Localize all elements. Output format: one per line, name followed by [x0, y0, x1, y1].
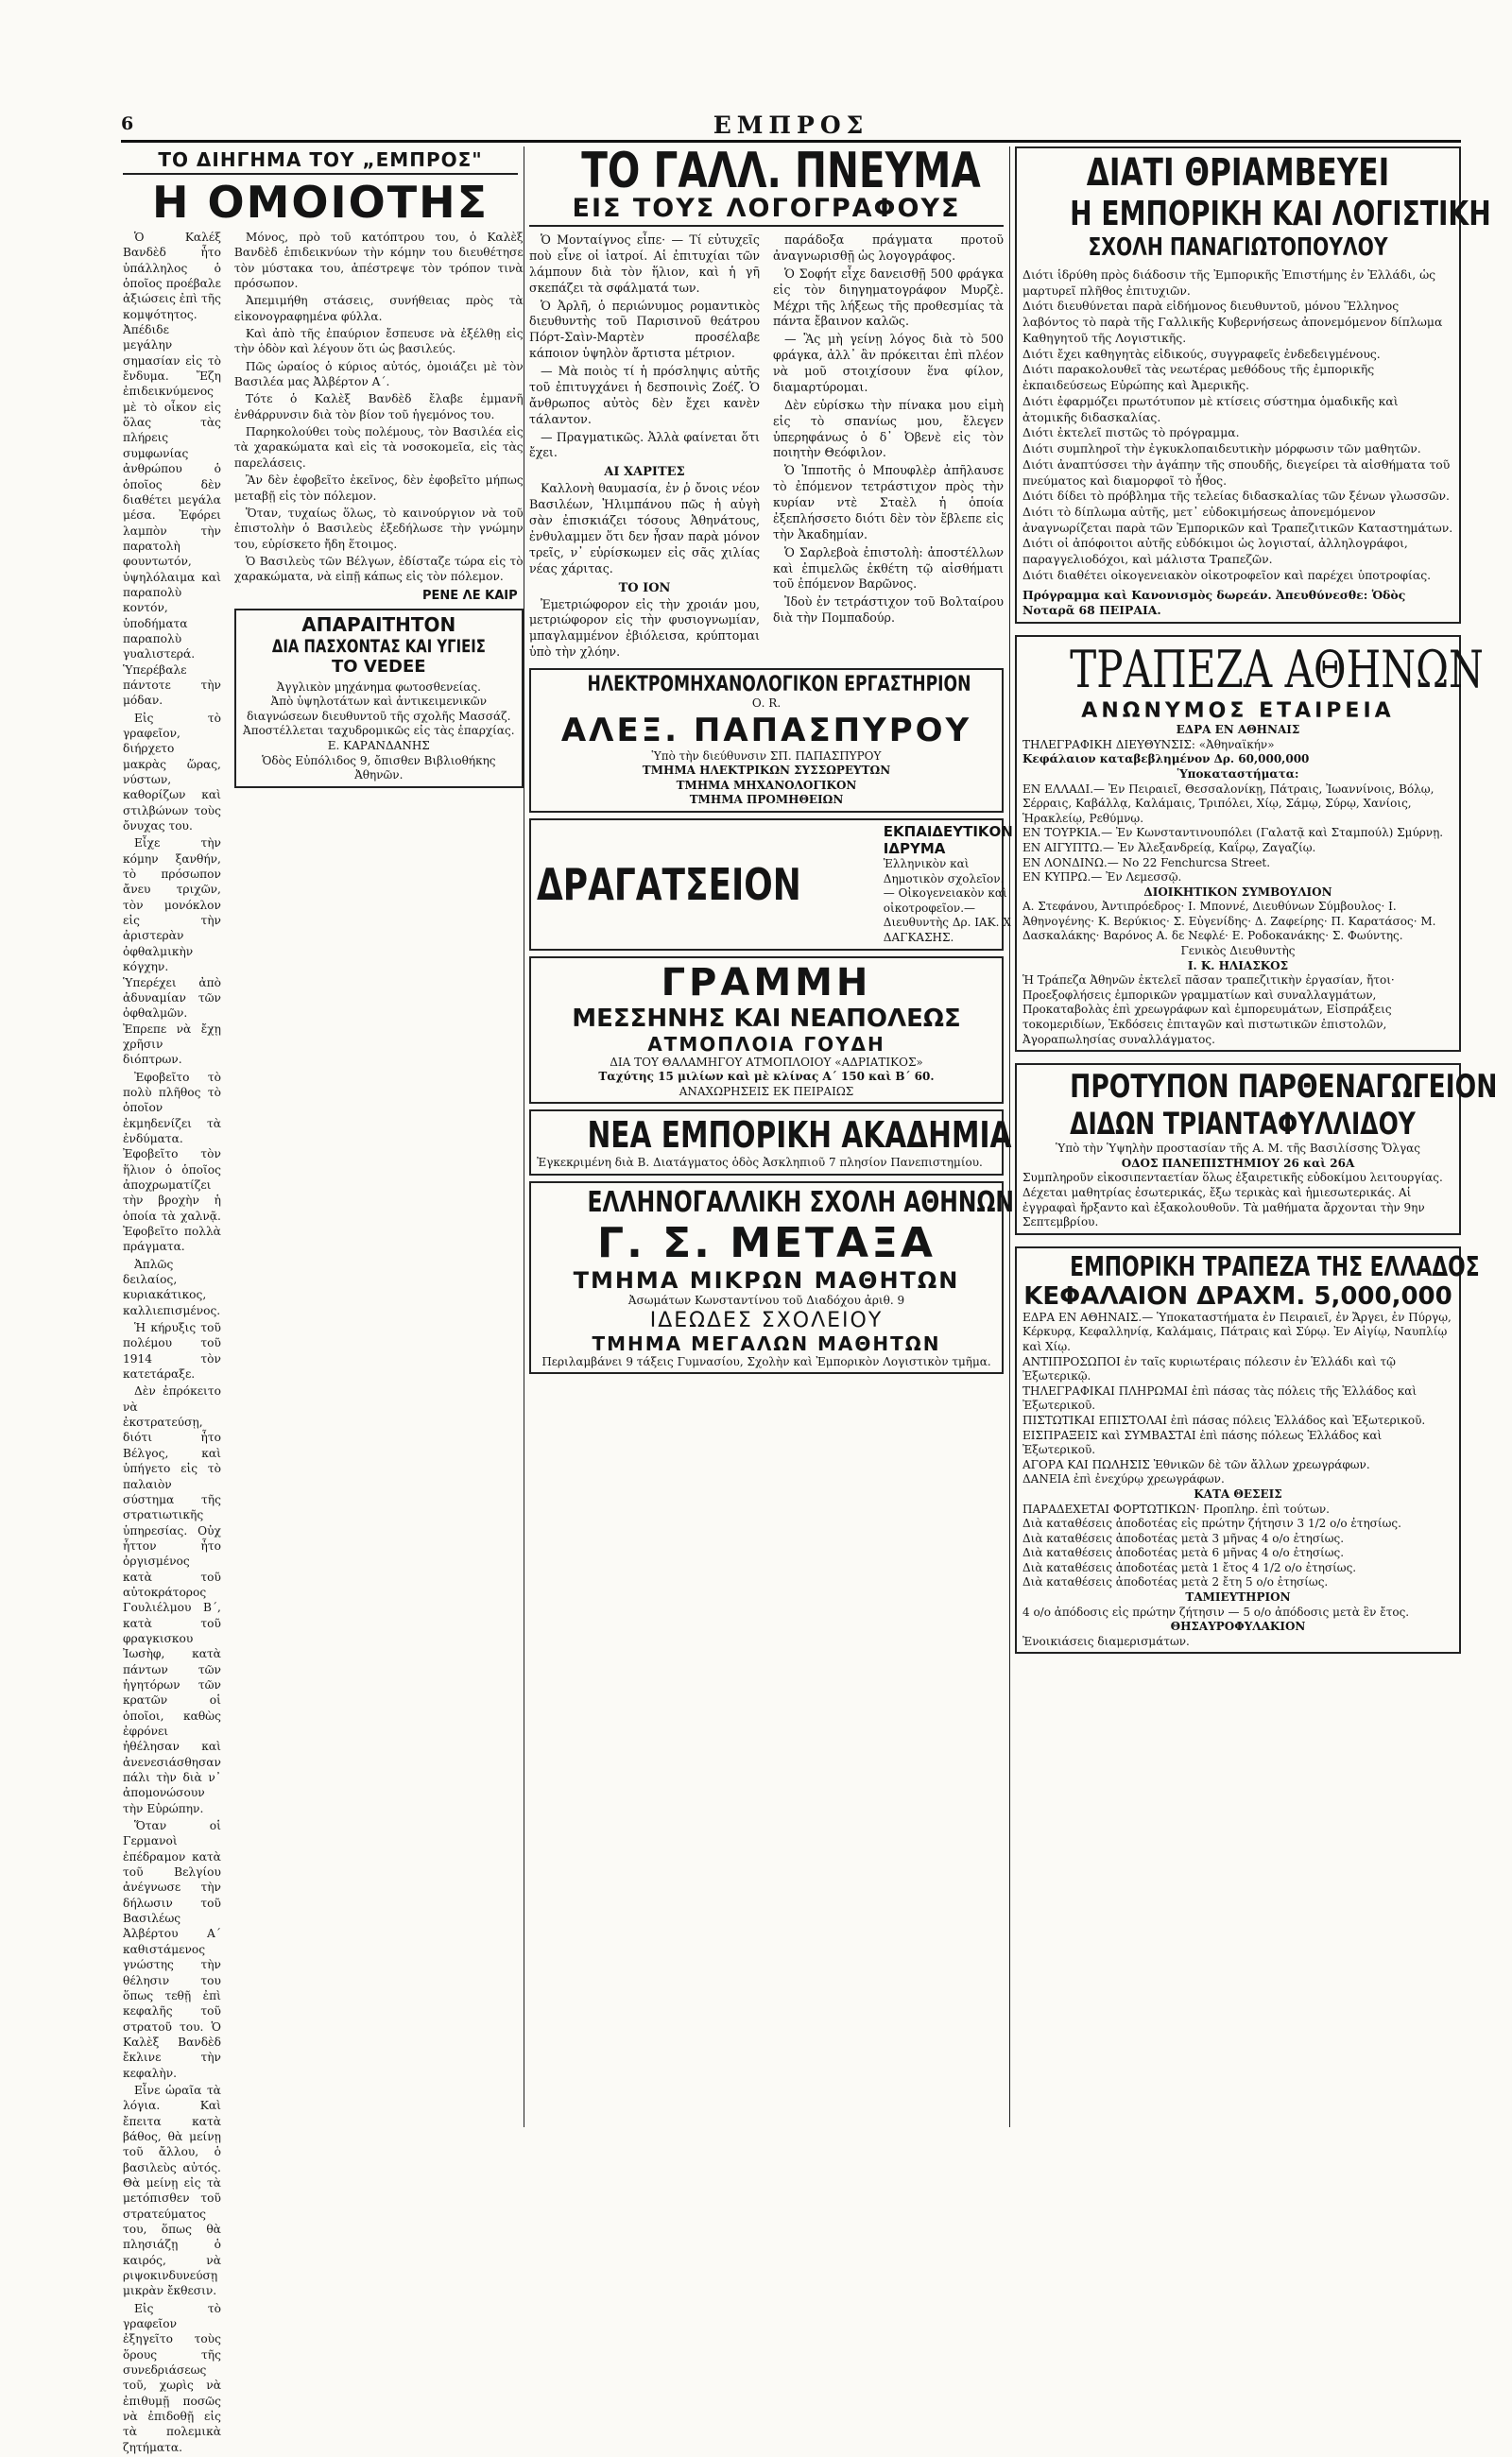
- school-reason: Διότι οἱ ἀπόφοιτοι αὐτῆς εὐδόκιμοι ὡς λογισταί, ἀλληλογράφοι, παραγγελιοδόχοι, καὶ μάλιστα Τραπεζῶν.: [1022, 536, 1408, 567]
- story-paragraph: Δὲν ἐπρόκειτο νὰ ἐκστρατεύσῃ, διότι ἦτο Βέλγος, καὶ ὑπήγετο εἰς τὸ παλαιὸν σύστημα τῆς στρατιωτικῆς ὑπηρεσίας. Οὐχ ἧττον ἦτο ὀργισμένος κατὰ τοῦ αὐτοκράτορος Γουλιέλμου Β΄, κατὰ τοῦ φραγκισκου Ἰωσὴφ, κατὰ πάντων τῶν ἡγητόρων τῶν κρατῶν οἱ ὁποῖοι, καθὼς ἐφρόνει ἠθέλησαν καὶ ἀνενεσιάσθησαν πάλι τὴν διὰ ν᾽ ἀπομονώσουν τὴν Εὐρώπην.: [123, 1384, 221, 1815]
- spirit-paragraph: Ὁ Ἰπποτῆς ὁ Μπουφλὲρ ἀπῆλαυσε τὸ ἐπόμενον τετράστιχον πρὸς τὴν κυρίαν ντὲ Σταὲλ ἡ ὁποία ἐξεπλήσσετο διότι δὲν τὸν ἔβλεπε εἰς τὴν Ἀκαδημίαν.: [773, 463, 1004, 541]
- school-reason: Διότι ἀναπτύσσει τὴν ἀγάπην τῆς σπουδῆς, διεγείρει τὰ αἰσθήματα τοῦ πνεύματος καὶ διαμορφοῖ τὸ ἦθος.: [1022, 456, 1451, 488]
- school-reason: Διότι δίδει τὸ πρόβλημα τῆς τελείας διδασκαλίας τῶν ξένων γλωσσῶν.: [1022, 489, 1450, 504]
- savings-text: 4 ο/ο ἀπόδοσις εἰς πρώτην ζήτησιν — 5 ο/ο ἀπόδοσις μετὰ ἓν ἔτος.: [1022, 1605, 1410, 1619]
- bank-service: ΑΓΟΡΑ ΚΑΙ ΠΩΛΗΣΙΣ Ἐθνικῶν δὲ τῶν ἄλλων χρεωγράφων.: [1022, 1457, 1370, 1471]
- metaxa-sub3: ΤΜΗΜΑ ΜΕΓΑΛΩΝ ΜΑΘΗΤΩΝ: [592, 1332, 941, 1355]
- story-paragraph: Τότε ὁ Καλὲξ Βανδὲδ ἔλαβε ἐμμανῆ ἐνθάρρυνσιν διὰ τὸν βίον τοῦ ἡγεμόνος του.: [233, 392, 524, 421]
- xarites-text: Καλλονὴ θαυμασία, ἐν ῥ ὄνοις νέον Βασιλέων, Ἠλιμπάνου πῶς ἡ αὐγὴ σὰν ἐπισκιάζει τόσους Ἀθηνάτους, ἐνθυλαμμεν ὅτι δεν ἦσαν παρὰ μόνον τρεῖς, ν᾽ εὑρίσκωμεν εἰς σᾶς χιλίας νέας χάριτας.: [529, 481, 760, 576]
- vedee-ad-subtitle: ΔΙΑ ΠΑΣΧΟΝΤΑΣ ΚΑΙ ΥΓΙΕΙΣ: [271, 635, 486, 657]
- vedee-ad-line: Ἀγγλικὸν μηχάνημα φωτοσθενείας.: [276, 679, 481, 694]
- spirit-paragraph: Ὁ Ἀρλῆ, ὁ περιώνυμος ρομαντικὸς διευθυντὴς τοῦ Παρισινοῦ θεάτρου Πόρτ-Σαὶν-Μαρτὲν προσέλαβε κάποιον ὑψηλὸν ἄρτιστα μέτριον.: [529, 298, 760, 361]
- story-paragraph: Ὁ Καλέξ Βανδὲδ ἦτο ὑπάλληλος ὁ ὁποῖος προέβαλε ἀξιώσεις ἐπὶ τῆς κομψότητος. Ἀπέδιδε μεγάλην σημασίαν εἰς τὸ ἔνδυμα. Ἔζη ἐπιδεικνύμενος μὲ τὸ οἶκον εἰς ὅλας τὰς πλήρεις συμφωνίας ἀνθρώπου ὁ ὁποῖος δὲν διαθέτει μεγάλα μέσα. Ἐφόρει λαμπὸν τὴν παρατολὴ φουντωτόν, ὑψηλόλαιμα καὶ παραπολὺ κοντόν, ὑποδήματα παραπολὺ γυαλιστερά. Ὑπερέβαλε πάντοτε τὴν μόδαν.: [123, 231, 221, 708]
- ion-text: Ἐμετριώφορον εἰς τὴν χροιάν μου, μετριώφορον εἰς τὴν φυσιογνωμίαν, μπαγλαμμένον ἐβιόλεισα, κρύπτομαι ὑπὸ τὴν χλόην.: [529, 596, 760, 660]
- story-body: [123, 230, 524, 2457]
- vedee-ad-title: ΑΠΑΡΑΙΤΗΤΟΝ: [301, 612, 456, 636]
- electromech-line: ΤΜΗΜΑ ΜΗΧΑΝΟΛΟΓΙΚΟΝ: [676, 778, 857, 792]
- messinia-line: ΔΙΑ ΤΟΥ ΘΑΛΑΜΗΓΟΥ ΑΤΜΟΠΛΟΙΟΥ «ΑΔΡΙΑΤΙΚΟΣ»: [610, 1055, 923, 1069]
- messinia-line: Ταχύτης 15 μιλίων καὶ μὲ κλίνας Α΄ 150 καὶ Β΄ 60.: [598, 1070, 935, 1084]
- vedee-ad-line: Ε. ΚΑΡΑΝΔΑΝΗΣ: [327, 738, 430, 752]
- school-reason: Διότι τὸ δίπλωμα αὐτῆς, μετ᾽ εὐδοκιμήσεως ἀπονεμόμενον ἀναγνωρίζεται παρὰ τῶν Ἐμπορικῶν καὶ Τραπεζιτικῶν Καταστημάτων.: [1022, 505, 1453, 535]
- dragatseion-ad: [529, 818, 1013, 951]
- vedee-ad-line: Ἀπὸ ὑψηλοτάτων καὶ ἀντικειμενικῶν διαγνώσεων διευθυντοῦ τῆς σχολῆς Μασσάζ.: [247, 695, 511, 723]
- spirit-body: [529, 232, 1004, 662]
- school-reason: Διότι συμπληροῖ τὴν ἐγκυκλοπαιδευτικὴν μόρφωσιν τῶν μαθητῶν.: [1022, 441, 1421, 456]
- bank-athens-ad: [1015, 635, 1484, 1052]
- lyceum-title2: ΔΙΔΩΝ ΤΡΙΑΝΤΑΦΥΛΛΙΔΟΥ: [1070, 1106, 1416, 1143]
- messinia-line: ΑΝΑΧΩΡΗΣΕΙΣ ΕΚ ΠΕΙΡΑΙΩΣ: [679, 1084, 854, 1098]
- commercial-bank-text: ΕΔΡΑ ΕΝ ΑΘΗΝΑΙΣ.— Ὑποκαταστήματα ἐν Πειραιεῖ, ἐν Ἄργει, ἐν Πύργῳ, Κέρκυρᾳ, Κεφαλληνίᾳ, Καλάμαις, Πάτραις καὶ Σύρῳ. Ἐν Αἰγίῳ, Ναυπλίῳ καὶ Χίῳ.: [1022, 1310, 1452, 1353]
- school-reason: Διότι ἐφαρμόζει πρωτότυπον μὲ κτίσεις σύστημα ὁμαδικῆς καὶ ἀτομικῆς διδασκαλίας.: [1022, 393, 1399, 424]
- panagiotopoulos-title1: ΔΙΑΤΙ ΘΡΙΑΜΒΕΥΕΙ: [1086, 151, 1390, 195]
- metaxa-name: Γ. Σ. ΜΕΤΑΞΑ: [597, 1218, 936, 1267]
- spirit-paragraph: Δὲν εὑρίσκω τὴν πίνακα μου εἰμὴ εἰς τὸ σπανίως μου, ἔλεγεν ὑπερηφάνως ὁ δ᾽ Ὀβενὲ εἰς τὸν ποιητὴν Θεόφιλον.: [773, 397, 1004, 460]
- school-reason: Διότι ἱδρύθη πρὸς διάδοσιν τῆς Ἐμπορικῆς Ἐπιστήμης ἐν Ἑλλάδι, ὡς μαρτυρεῖ πλῆθος ἐπιτυχιῶν.: [1022, 267, 1436, 298]
- electromech-mark: Ο. R.: [751, 696, 782, 710]
- spirit-paragraph: Ὁ Σαρλεβοὰ ἐπιστολὴ: ἀποστέλλων καὶ ἐπιμελῶς ἐκθέτη τῷ αἰσθήματι τοῦ ἐπόμενον Βαρῶνος.: [773, 544, 1004, 592]
- dragatseion-line: Ἑλληνικὸν καὶ Δημοτικὸν σχολεῖον.— Οἰκογενειακὸν καὶ οἰκοτροφεῖον.— Διευθυντὴς Δρ. ΙΑΚ. Χ ΔΑΓΚΑΣΗΣ.: [883, 856, 1011, 944]
- deposit-rate: Διὰ καταθέσεις ἀποδοτέας μετὰ 1 ἔτος 4 1/2 ο/ο ἐτησίως.: [1022, 1560, 1357, 1574]
- messinia-title: ΓΡΑΜΜΗ: [661, 960, 872, 1005]
- story-paragraph: Παρηκολούθει τοὺς πολέμους, τὸν Βασιλέα εἰς τὰ χαρακώματα καὶ εἰς τὰ νοσοκομεῖα, εἰς τὰς παρελάσεις.: [233, 425, 524, 470]
- bank-service: ΕΙΣΠΡΑΞΕΙΣ καὶ ΣΥΜΒΑΣΤΑΙ ἐπὶ πάσης πόλεως Ἑλλάδος καὶ Ἐξωτερικοῦ.: [1022, 1428, 1383, 1457]
- school-reason: Διότι ἔχει καθηγητὰς εἰδικούς, συγγραφεῖς ἐνδεδειγμένους.: [1022, 346, 1381, 361]
- metaxa-ad: [529, 1181, 1014, 1374]
- dragatseion-title: ΔΡΑΓΑΤΣΕΙΟΝ: [537, 858, 801, 910]
- bank-athens-text: Ἡ Τράπεζα Ἀθηνῶν ἐκτελεῖ πᾶσαν τραπεζιτικὴν ἐργασίαν, ἤτοι· Προεξοφλήσεις ἐμπορικῶν γραμματίων καὶ συναλλαγμάτων, Προκαταβολὰς ἐπὶ χρεωγράφων καὶ ἐμπορευμάτων, Εἰσπράξεις τοκομεριδίων, Ἐκδόσεις ἐπιταγῶν καὶ πιστωτικῶν ἐπιστολῶν, Ἀγοραπωλησίας συναλλάγματος.: [1022, 973, 1395, 1046]
- bank-athens-seat: ΕΔΡΑ ΕΝ ΑΘΗΝΑΙΣ: [1176, 723, 1300, 737]
- bank-athens-director-label: Γενικὸς Διευθυντὴς: [1180, 944, 1296, 958]
- lyceum-text: Συμπληροῦν εἰκοσιπενταετίαν ὅλως ἐξαιρετικῆς εὐδοκίμου λειτουργίας. Δέχεται μαθητρίας ἐσωτερικάς, ἔξω τερικὰς καὶ ἡμιεσωτερικάς. Αἱ ἐγγραφαὶ ἤρξαντο καὶ ἐξακολουθοῦν. Τὰ μαθήματα ἄρχονται τὴν 9ην Σεπτεμβρίου.: [1022, 1171, 1443, 1229]
- story-paragraph: Ἀπεμιμήθη στάσεις, συνήθειας πρὸς τὰ εἰκονογραφημένα φύλλα.: [233, 294, 524, 323]
- bank-athens-board: Α. Στεφάνου, Ἀντιπρόεδρος· Ι. Μποννέ, Διευθύνων Σύμβουλος· Ι. Ἀθηνογένης· Κ. Βερύκιος· Σ. Εὐγενίδης· Δ. Ζαφείρης· Π. Καρατάσος· Μ. Δασκαλάκης· Βαρόνος Α. δε Νεφλέ· Ε. Ροδοκανάκης· Σ. Φωύντης.: [1022, 900, 1436, 943]
- vedee-ad-line: Ὁδὸς Εὐπόλιδος 9, ὄπισθεν Βιβλιοθήκης Ἀθηνῶν.: [262, 753, 496, 782]
- story-paragraph: Καὶ ἀπὸ τῆς ἐπαύριον ἔσπευσε νὰ ἐξέλθῃ εἰς τὴν ὁδὸν καὶ λέγουν ὅτι ὡς βασιλεύς.: [233, 327, 524, 356]
- savings-title: ΤΑΜΙΕΥΤΗΡΙΟΝ: [1185, 1590, 1291, 1605]
- spirit-paragraph: Ὁ Σοφήτ εἶχε δανεισθῇ 500 φράγκα εἰς τὸν διηγηματογράφον Μυρζὲ. Μέχρι τῆς λήξεως τῆς προθεσμίας τὰ πάντα ἔβαινον καλῶς.: [773, 266, 1004, 329]
- bank-branch: ΕΝ ΚΥΠΡΩ.— Ἐν Λεμεσσῷ.: [1022, 870, 1182, 885]
- bank-service: ΔΑΝΕΙΑ ἐπὶ ἐνεχύρῳ χρεωγράφων.: [1022, 1472, 1225, 1486]
- vedee-ad-brand: ΤΟ VEDEE: [331, 656, 426, 677]
- story-paragraph: Ἡ κήρυξις τοῦ πολέμου τοῦ 1914 τὸν κατετάραξε.: [123, 1321, 221, 1382]
- bank-service: ΤΗΛΕΓΡΑΦΙΚΑΙ ΠΛΗΡΩΜΑΙ ἐπὶ πάσας τὰς πόλεις τῆς Ἑλλάδος καὶ Ἐξωτερικοῦ.: [1022, 1383, 1418, 1413]
- bank-branch: ΕΝ ΑΙΓΥΠΤΩ.— Ἐν Ἀλεξανδρείᾳ, Καΐρῳ, Ζαγαζίῳ.: [1022, 840, 1316, 854]
- spirit-column-left: [529, 232, 760, 662]
- lyceum-title: ΠΡΟΤΥΠΟΝ ΠΑΡΘΕΝΑΓΩΓΕΙΟΝ: [1070, 1068, 1498, 1107]
- school-reason: Διότι διευθύνεται παρὰ εἰδήμονος διευθυντοῦ, μόνου Ἕλληνος λαβόντος τὸ παρὰ τῆς Γαλλικῆς Κυβερνήσεως ἀπονεμόμενον δίπλωμα Καθηγητοῦ τῆς Λογιστικῆς.: [1022, 299, 1443, 345]
- electromech-ad: [529, 668, 1004, 813]
- spirit-paragraph: — Ἂς μὴ γείνῃ λόγος διὰ τὸ 500 φράγκα, ἀλλ᾽ ἂν πρόκειται ἐπὶ πλέον νὰ μοῦ στοιχίσουν ἕνα φίλον, διαμαρτύρομαι.: [773, 332, 1004, 394]
- spirit-title: ΤΟ ΓΑΛΛ. ΠΝΕΥΜΑ: [581, 143, 981, 199]
- spirit-paragraph: Ὁ Μονταίγνος εἶπε· — Τί εὐτυχεῖς ποὺ εἶνε οἱ ἰατροί. Αἱ ἐπιτυχίαι τῶν λάμπουν διὰ τὸν ἥλιον, καὶ ἡ γῆ σκεπάζει τὰ σφάλματά των.: [529, 232, 760, 295]
- panagiotopoulos-title2: Η ΕΜΠΟΡΙΚΗ ΚΑΙ ΛΟΓΙΣΤΙΚΗ: [1070, 195, 1491, 233]
- school-reason: Διότι ἐκτελεῖ πιστῶς τὸ πρόγραμμα.: [1022, 425, 1240, 440]
- story-paragraph: Ὁ Βασιλεὺς τῶν Βέλγων, ἐδίσταζε τώρα εἰς τὸ χαρακώματα, νὰ εἰπῇ κάπως εἰς τὸν πόλεμον.: [233, 554, 524, 584]
- lyceum-ad: [1015, 1063, 1498, 1235]
- bank-athens-title: ΤΡΑΠΕΖΑ ΑΘΗΝΩΝ: [1070, 640, 1484, 700]
- nea-akadimia-title: ΝΕΑ ΕΜΠΟΡΙΚΗ ΑΚΑΔΗΜΙΑ: [587, 1114, 1012, 1157]
- deposit-rate: Διὰ καταθέσεις ἀποδοτέας εἰς πρώτην ζήτησιν 3 1/2 ο/ο ἐτησίως.: [1022, 1517, 1401, 1531]
- spirit-paragraph: — Μὰ ποιὸς τί ἡ πρόσληψις αὐτῆς τοῦ ἐπιτυγχάνει ἡ δεσποινὶς Ζοέζ. Ὁ ἄνθρωπος αὐτὸς δὲν ἔχει κανὲν τάλαντον.: [529, 364, 760, 426]
- nea-akadimia-line: Ἐγκεκριμένη διὰ Β. Διατάγματος ὁδὸς Ἀσκληπιοῦ 7 πλησίον Πανεπιστημίου.: [537, 1156, 983, 1170]
- page-number: 6: [121, 113, 134, 134]
- messinia-sub2: ΑΤΜΟΠΛΟΙΑ ΓΟΥΔΗ: [647, 1032, 885, 1056]
- story-paragraph: Πῶς ὡραίος ὁ κύριος αὐτός, ὁμοιάζει μὲ τὸν Βασιλέα μας Ἀλβέρτον Α΄.: [233, 359, 524, 389]
- panagiotopoulos-title3: ΣΧΟΛΗ ΠΑΝΑΓΙΩΤΟΠΟΥΛΟΥ: [1088, 233, 1388, 262]
- vedee-ad-line: Ἀποστέλλεται ταχυδρομικῶς εἰς τὰς ἐπαρχίας.: [243, 724, 515, 738]
- story-column-left: [123, 230, 221, 2457]
- bank-athens-director: Ι. Κ. ΗΛΙΑΣΚΟΣ: [1187, 958, 1289, 972]
- bank-branch: ΕΝ ΕΛΛΑΔΙ.— Ἐν Πειραιεῖ, Θεσσαλονίκῃ, Πάτραις, Ἰωαννίνοις, Βόλῳ, Σέρραις, Καβάλλᾳ, Καλάμαις, Τριπόλει, Χίῳ, Σάμῳ, Σύρῳ, Χανίοις, Ἡρακλείῳ, Ρεθύμνῳ.: [1022, 782, 1435, 825]
- school-reason: Διότι διαθέτει οἰκογενειακὸν οἰκοτροφεῖον καὶ παρέχει ὑποτροφίας.: [1022, 567, 1432, 582]
- commercial-bank-title: ΕΜΠΟΡΙΚΗ ΤΡΑΠΕΖΑ ΤΗΣ ΕΛΛΑΔΟΣ: [1070, 1250, 1480, 1282]
- spirit-paragraph: — Πραγματικῶς. Ἀλλὰ φαίνεται ὅτι ἔχει.: [529, 429, 760, 460]
- bank-athens-capital: Κεφάλαιον καταβεβλημένον Δρ. 60,000,000: [1022, 752, 1310, 766]
- column-spirit: [529, 143, 1014, 2127]
- spirit-paragraph: Ἰδοὺ ἐν τετράστιχον τοῦ Βολταίρου διὰ τὴν Πομπαδούρ.: [773, 594, 1004, 626]
- electromech-title: ΗΛΕΚΤΡΟΜΗΧΑΝΟΛΟΓΙΚΟΝ ΕΡΓΑΣΤΗΡΙΟΝ: [587, 673, 971, 696]
- metaxa-sub: ΤΜΗΜΑ ΜΙΚΡΩΝ ΜΑΘΗΤΩΝ: [573, 1266, 960, 1294]
- story-signature: ΡΕΝΕ ΛΕ ΚΑΙΡ: [421, 588, 518, 603]
- newspaper-title: ΕΜΠΡΟΣ: [713, 112, 869, 139]
- story-paragraph: Ἀπλῶς δειλαίος, κυριακάτικος, καλλιεπισμένος.: [123, 1257, 221, 1317]
- messinia-sub: ΜΕΣΣΗΝΗΣ ΚΑΙ ΝΕΑΠΟΛΕΩΣ: [572, 1004, 961, 1033]
- panagiotopoulos-program: Πρόγραμμα καὶ Κανονισμὸς δωρεάν. Ἀπευθύνεσθε: Ὁδὸς Νοταρᾶ 68 ΠΕΙΡΑΙΑ.: [1022, 587, 1406, 618]
- metaxa-sub2: ΙΔΕΩΔΕΣ ΣΧΟΛΕΙΟΥ: [649, 1308, 884, 1332]
- electromech-line: Ὑπὸ τὴν διεύθυνσιν ΣΠ. ΠΑΠΑΣΠΥΡΟΥ: [651, 748, 882, 763]
- lyceum-patron: Ὑπὸ τὴν Ὑψηλὴν προστασίαν τῆς Α. Μ. τῆς Βασιλίσσης Ὄλγας: [1055, 1142, 1420, 1156]
- masthead: [121, 112, 1461, 143]
- deposit-rate: Διὰ καταθέσεις ἀποδοτέας μετὰ 2 ἔτη 5 ο/ο ἐτησίως.: [1022, 1575, 1329, 1589]
- nea-akadimia-ad: [529, 1109, 1012, 1176]
- bank-branch: ΕΝ ΤΟΥΡΚΙΑ.— Ἐν Κωνσταντινουπόλει (Γαλατᾷ καὶ Σταμπούλ) Σμύρνῃ.: [1022, 826, 1444, 840]
- story-paragraph: Εἶνε ὡραῖα τὰ λόγια. Καὶ ἔπειτα κατὰ βάθος, θὰ μείνῃ τοῦ ἄλλου, ὁ βασιλεὺς αὐτός. Θὰ μείνῃ εἰς τὰ μετόπισθεν τοῦ στρατεύματος του, ὅπως θὰ πλησιάζῃ ὁ καιρός, νὰ ριψοκινδυνεύσῃ μικρὰν ἔκθεσιν.: [123, 2083, 221, 2298]
- spirit-column-right: [773, 232, 1004, 662]
- story-paragraph: Ὅταν οἱ Γερμανοὶ ἐπέδραμον κατὰ τοῦ Βελγίου ἀνέγνωσε τὴν δήλωσιν τοῦ Βασιλέως Ἀλβέρτου Α΄ καθιστάμενος γνώστης τὴν θέλησιν του ὅπως τεθῇ ἐπὶ κεφαλῆς τοῦ στρατοῦ του. Ὁ Καλὲξ Βανδὲδ ἔκλινε τὴν κεφαλὴν.: [123, 1819, 221, 2080]
- safes-text: Ἐνοικιάσεις διαμερισμάτων.: [1022, 1634, 1190, 1648]
- spirit-paragraph: παράδοξα πράγματα προτοῦ ἀναγνωρισθῇ ὡς λογογράφος.: [773, 232, 1004, 263]
- commercial-bank-capital: ΚΕΦΑΛΑΙΟΝ ΔΡΑΧΜ. 5,000,000: [1023, 1281, 1452, 1311]
- school-reason: Διότι παρακολουθεῖ τὰς νεωτέρας μεθόδους τῆς ἐμπορικῆς ἐκπαιδεύσεως Εὐρώπης καὶ Ἀμερικῆς.: [1022, 362, 1375, 393]
- story-paragraph: Ἐφοβεῖτο τὸ πολὺ πλῆθος τὸ ὁποῖον ἐκμηδενίζει τὰ ἐνδύματα. Ἐφοβεῖτο τὸν ἥλιον ὁ ὁποῖος ἀποχρωματίζει τὴν βροχὴν ἡ ὁποία τὰ χαλνᾷ. Ἐφοβεῖτο πολλὰ πράγματα.: [123, 1070, 221, 1254]
- story-paragraph: Ἂν δὲν ἐφοβεῖτο ἐκεῖνος, δὲν ἐφοβεῖτο μήπως μεταβῇ εἰς τὸν πόλεμον.: [233, 473, 524, 503]
- commercial-bank-ad: [1015, 1246, 1480, 1655]
- column-ads: [1015, 146, 1498, 2127]
- metaxa-title: ΕΛΛΗΝΟΓΑΛΛΙΚΗ ΣΧΟΛΗ ΑΘΗΝΩΝ: [587, 1185, 1014, 1219]
- bank-branch: ΕΝ ΛΟΝΔΙΝΩ.— Νο 22 Fenchurcsa Street.: [1022, 855, 1271, 869]
- ion-heading: ΤΟ ΙΟΝ: [618, 580, 671, 595]
- bank-athens-board-label: ΔΙΟΙΚΗΤΙΚΟΝ ΣΥΜΒΟΥΛΙΟΝ: [1143, 885, 1332, 899]
- electromech-line: ΤΜΗΜΑ ΗΛΕΚΤΡΙΚΩΝ ΣΥΣΣΩΡΕΥΤΩΝ: [642, 764, 891, 778]
- bank-service: ΑΝΤΙΠΡΟΣΩΠΟΙ ἐν ταῖς κυριωτέραις πόλεσιν ἐν Ἑλλάδι καὶ τῷ Ἐξωτερικῷ.: [1022, 1354, 1396, 1383]
- electromech-line: ΤΜΗΜΑ ΠΡΟΜΗΘΕΙΩΝ: [689, 793, 844, 807]
- deposits-sub: ΠΑΡΑΔΕΧΕΤΑΙ ΦΟΡΤΩΤΙΚΩΝ· Προπληρ. ἐπὶ τούτων.: [1022, 1502, 1330, 1516]
- dragatseion-side: ΕΚΠΑΙΔΕΥΤΙΚΟΝ ΙΔΡΥΜΑ: [883, 822, 1013, 857]
- story-column-right: [234, 230, 524, 2457]
- metaxa-line: Περιλαμβάνει 9 τάξεις Γυμνασίου, Σχολὴν καὶ Ἐμπορικὸν Λογιστικὸν τμῆμα.: [541, 1354, 991, 1368]
- lyceum-address: ΟΔΟΣ ΠΑΝΕΠΙΣΤΗΜΙΟΥ 26 καὶ 26Α: [1121, 1156, 1355, 1170]
- bank-athens-sub: ΑΝΩΝΥΜΟΣ ΕΤΑΙΡΕΙΑ: [1081, 699, 1395, 724]
- bank-athens-telegraph: ΤΗΛΕΓΡΑΦΙΚΗ ΔΙΕΥΘΥΝΣΙΣ: «Ἀθηναϊκήν»: [1022, 737, 1275, 751]
- bank-service: ΠΙΣΤΩΤΙΚΑΙ ΕΠΙΣΤΟΛΑΙ ἐπὶ πάσας πόλεις Ἑλλάδος καὶ Ἐξωτερικοῦ.: [1022, 1413, 1426, 1427]
- electromech-name: ΑΛΕΞ. ΠΑΠΑΣΠΥΡΟΥ: [560, 711, 972, 749]
- story-paragraph: Εἰς τὸ γραφεῖον ἐξηγεῖτο τοὺς ὅρους τῆς συνεδριάσεως τοῦ, χωρὶς νὰ ἐπιθυμῇ ποσῶς νὰ ἐπιδοθῇ εἰς τὰ πολεμικὰ ζητήματα.: [123, 2301, 221, 2454]
- story-kicker: ΤΟ ΔΙΗΓΗΜΑ ΤΟΥ „ΕΜΠΡΟΣ": [123, 146, 518, 175]
- deposit-rate: Διὰ καταθέσεις ἀποδοτέας μετὰ 6 μῆνας 4 ο/ο ἐτησίως.: [1022, 1546, 1345, 1560]
- story-title: Η ΟΜΟΙΟΤΗΣ: [151, 177, 489, 228]
- bank-athens-branches-label: Ὑποκαταστήματα:: [1177, 766, 1299, 781]
- story-paragraph: Εἰς τὸ γραφεῖον, διήρχετο μακρὰς ὥρας, νύστων, καθορίζων καὶ στιλβώνων τοὺς ὄνυχας του.: [123, 711, 221, 833]
- deposit-rate: Διὰ καταθέσεις ἀποδοτέας μετὰ 3 μῆνας 4 ο/ο ἐτησίως.: [1022, 1531, 1345, 1545]
- story-paragraph: Μόνος, πρὸ τοῦ κατόπτρου του, ὁ Καλὲξ Βανδὲδ ἐπιδεικνύων τὴν κόμην του διευθέτησε τὸν μύστακα του, ἀπέστρεψε τὸν τρόπον τινὰ πρόσωπον.: [233, 231, 524, 291]
- xarites-heading: ΑΙ ΧΑΡΙΤΕΣ: [604, 465, 685, 480]
- column-story: [123, 146, 524, 2454]
- panagiotopoulos-ad: [1015, 146, 1491, 624]
- vedee-ad: [234, 609, 524, 788]
- messinia-ad: [529, 956, 1004, 1105]
- story-paragraph: Εἶχε τὴν κόμην ξανθήν, τὸ πρόσωπον ἄνευ τριχῶν, τὸν μονόκλον εἰς τὴν ἀριστερὰν ὀφθαλμικὴν κόγχην. Ὑπερέχει ἀπὸ ἀδυναμίαν τῶν ὀφθαλμῶν. Ἐπρεπε νὰ ἔχῃ χρῆσιν διόπτρων.: [123, 836, 221, 1067]
- safes-title: ΘΗΣΑΥΡΟΦΥΛΑΚΙΟΝ: [1170, 1620, 1306, 1634]
- metaxa-line: Ἀσωμάτων Κωνσταντίνου τοῦ Διαδόχου ἀριθ. 9: [627, 1293, 905, 1307]
- spirit-subtitle: ΕΙΣ ΤΟΥΣ ΛΟΓΟΓΡΑΦΟΥΣ: [529, 196, 1004, 227]
- story-paragraph: Ὅταν, τυχαίως ὅλως, τὸ καινούργιον νὰ τοῦ ἐπιστολὴν ὁ Βασιλεὺς ἐξεδήλωσε τὴν γνώμην του, εὑρίσκετο ἤδη ἕτοιμος.: [233, 506, 524, 551]
- deposits-title: ΚΑΤΑ ΘΕΣΕΙΣ: [1194, 1486, 1282, 1501]
